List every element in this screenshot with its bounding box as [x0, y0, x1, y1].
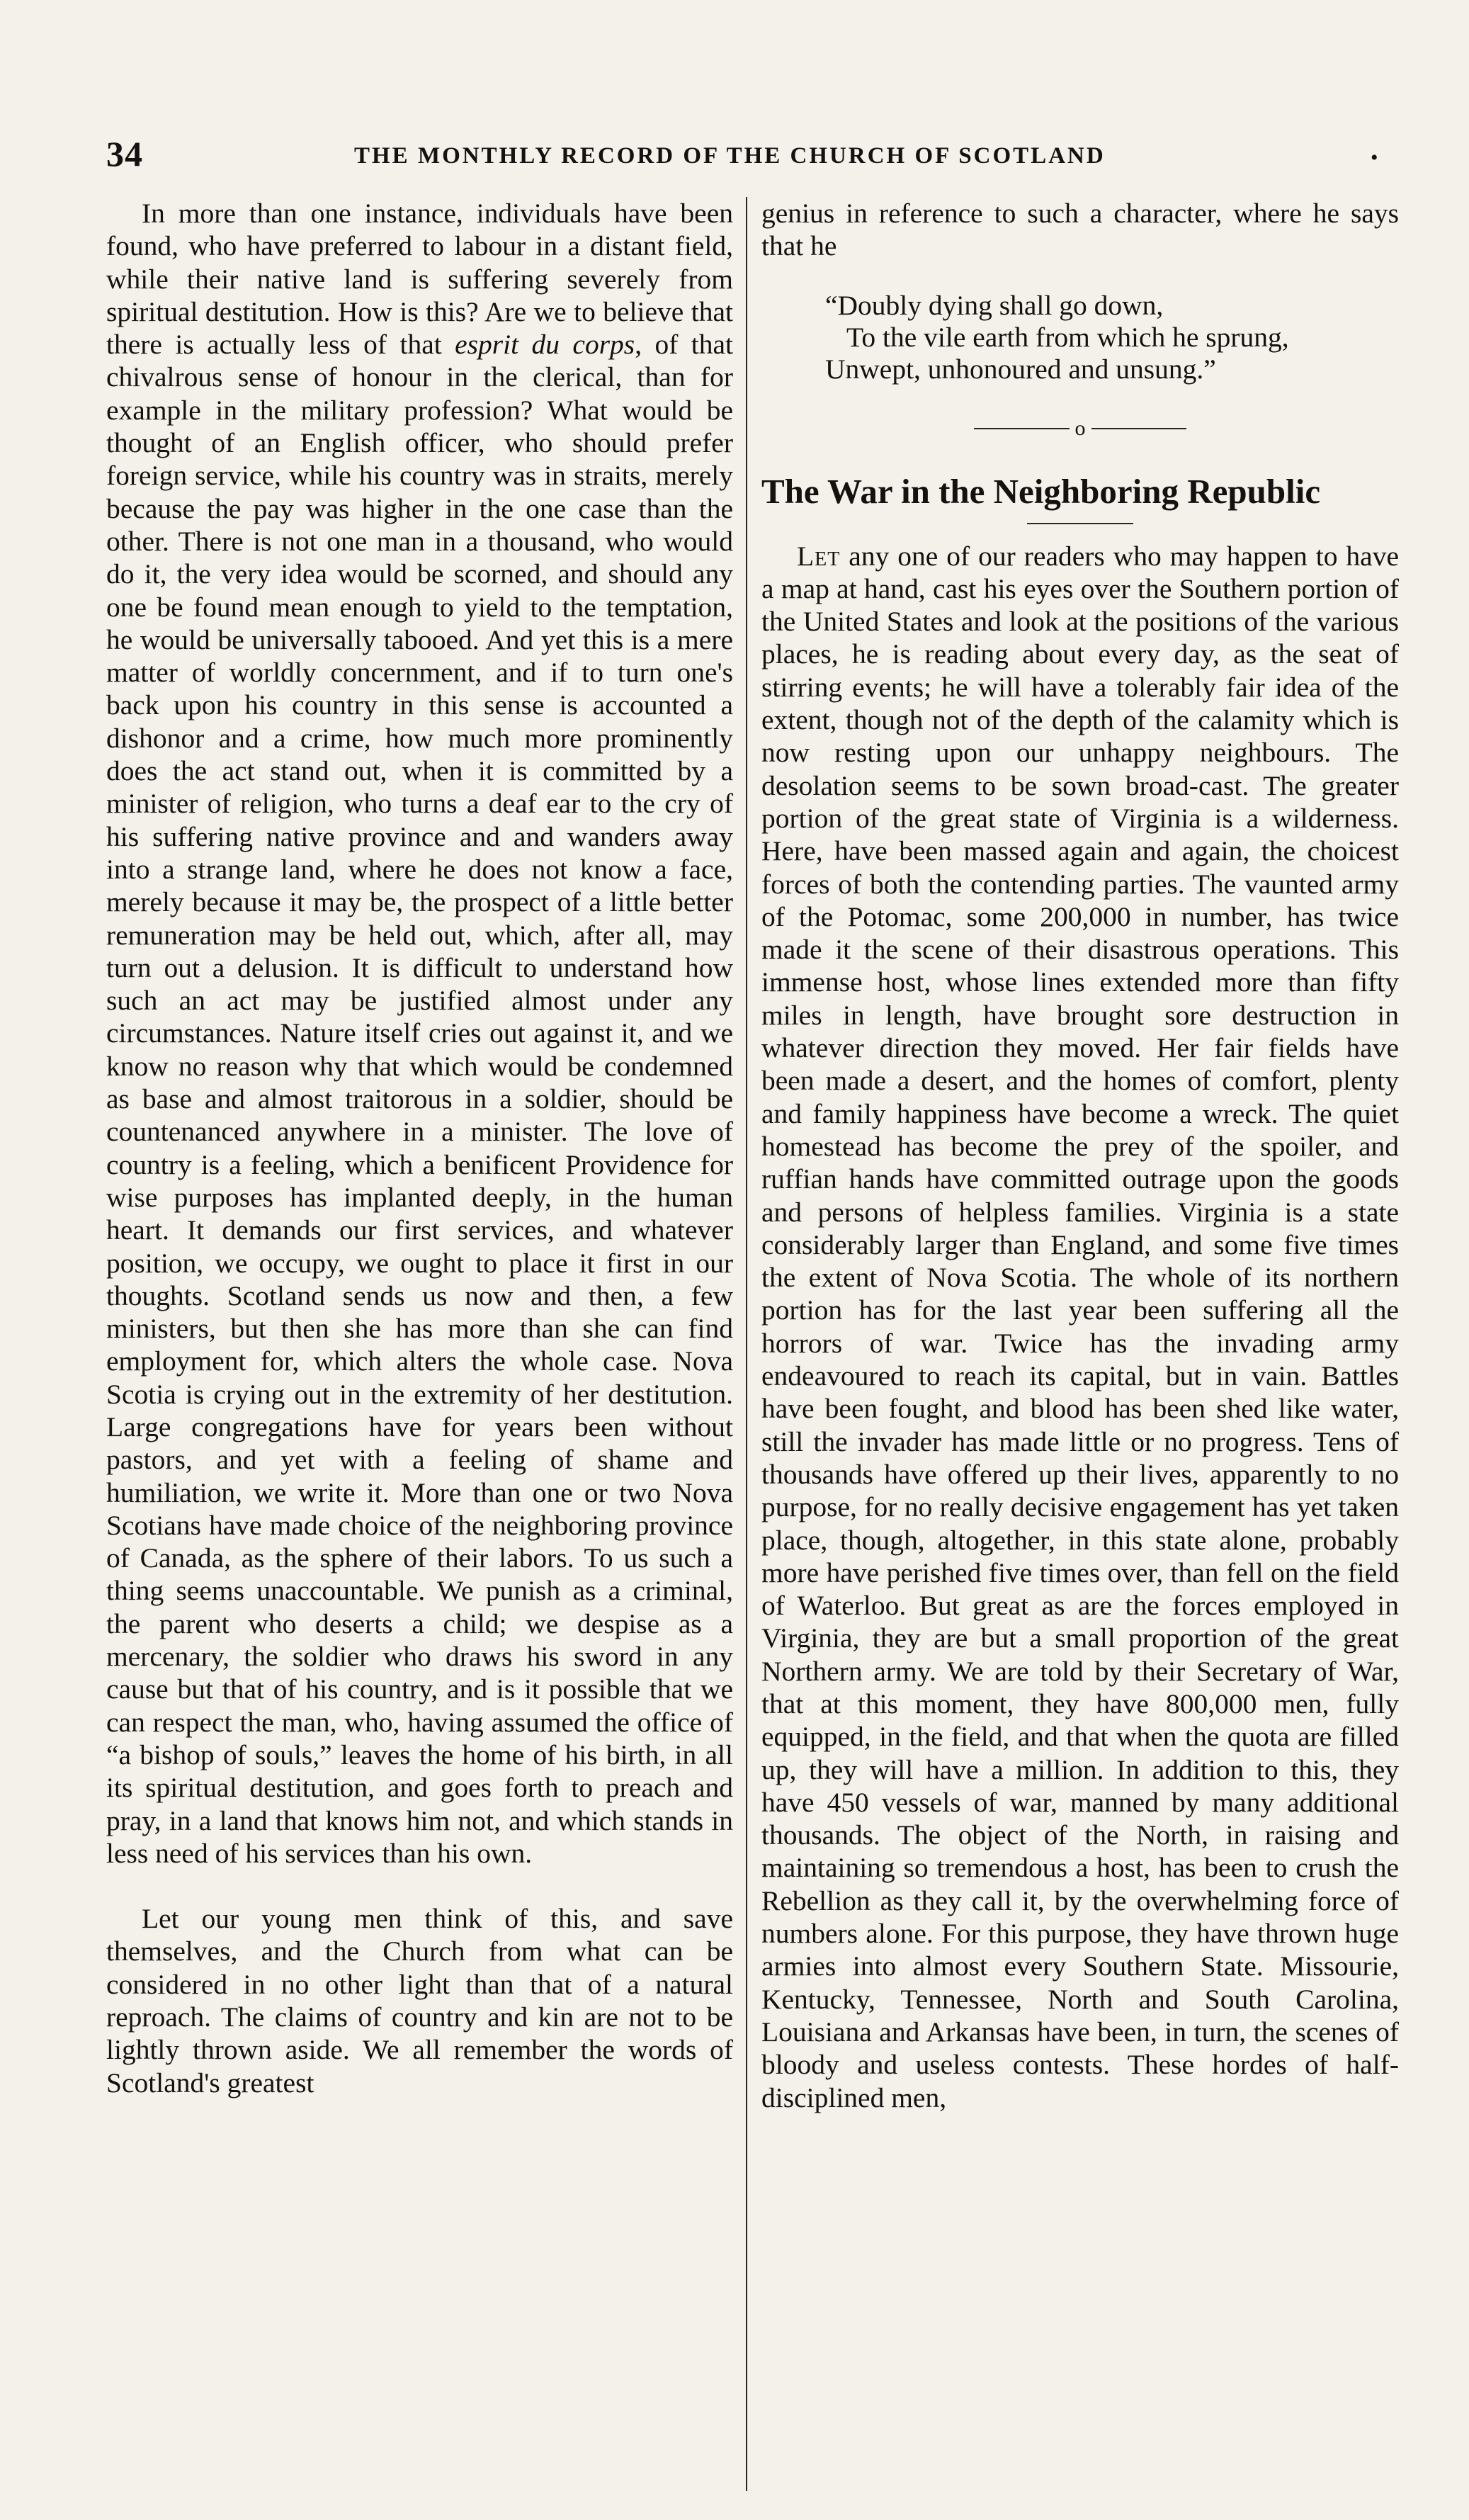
separator-rule-left	[974, 428, 1070, 429]
left-column	[106, 197, 733, 2099]
separator-glyph: o	[1074, 416, 1086, 440]
title-rule	[1027, 523, 1133, 524]
separator-rule-right	[1091, 428, 1187, 429]
left-paragraph-1	[106, 197, 733, 1870]
article-body-text: any one of our readers who may happen to have a map at hand, cast his eyes over the Southern portion of the United States and look at the positions of the various places, he is reading about every day, as the seat of stirring events; he will have a tolerably fair idea of the extent, though not of the depth of the calamity which is now resting upon our unhappy neighbours. The desolation seems to be sown broad-cast. The greater portion of the great state of Virginia is a wilderness. Here, have been massed again and again, the choicest forces of both the contending parties. The vaunted army of the Potomac, some 200,000 in number, has twice made it the scene of their disastrous operations. This immense host, whose lines extended more than fifty miles in length, have brought sore destruction in whatever direction they moved. Her fair fields have been made a desert, and the homes of comfort, plenty and family happiness have become a wreck. The quiet homestead has become the prey of the spoiler, and ruffian hands have committed outrage upon the goods and persons of helpless families. Virginia is a state considerably larger than England, and some five times the extent of Nova Scotia. The whole of its northern portion has for the last year been suffering all the horrors of war. Twice has the invading army endeavoured to reach its capital, but in vain. Battles have been fought, and blood has been shed like water, still the invader has made little or no progress. Tens of thousands have offered up their lives, apparently to no purpose, for no really decisive engagement has yet taken place, though, altogether, in this state alone, probably more have perished five times over, than fell on the field of Waterloo. But great as are the forces employed in Virginia, they are but a small proportion of the great Northern army. We are told by their Secretary of War, that at this moment, they have 800,000 men, fully equipped, in the field, and that when the quota are filled up, they will have a million. In addition to this, they have 450 vessels of war, manned by many additional thousands. The object of the North, in raising and maintaining so tremendous a host, has been to crush the Rebellion as they call it, by the overwhelming force of numbers alone. For this purpose, they have thrown huge armies into almost every Southern State. Missourie, Kentucky, Tennessee, North and South Carolina, Louisiana and Arkansas have been, in turn, the scenes of bloody and useless contests. These hordes of half-disciplined men,	[761, 540, 1399, 2113]
poem-quote	[825, 290, 1399, 385]
section-separator	[974, 418, 1186, 439]
running-title: THE MONTHLY RECORD OF THE CHURCH OF SCOTLAND	[354, 143, 1106, 169]
page-number: 34	[106, 134, 143, 174]
poem-line-3: Unwept, unhonoured and unsung.”	[825, 353, 1216, 385]
paragraph-1-emphasis: esprit du corps	[455, 329, 635, 361]
article-paragraph	[761, 540, 1399, 2114]
right-continuation: genius in reference to such a character, where he says that he	[761, 198, 1399, 262]
paragraph-1-text-start: In more than one instance, individuals have been found, who have preferred to labour in a distant field, while their native land is suffering severely from spiritual destitution. How is this? Are we to believe that there is actually less of that	[106, 198, 733, 361]
column-divider	[746, 197, 747, 2491]
article-opening-word: Let	[797, 540, 841, 572]
left-paragraph-2: Let our young men think of this, and save themselves, and the Church from what can be considered in no other light than that of a natural reproach. The claims of country and kin are not to be lightly thrown aside. We all remember the words of Scotland's greatest	[106, 1903, 733, 2098]
article-title: The War in the Neighboring Republic	[761, 471, 1321, 511]
paragraph-1-text-end: , of that chivalrous sense of honour in the clerical, than for example in the military profession? What would be thought of an English officer, who should prefer foreign service, while his country was in straits, merely because the pay was higher in the one case than the other. There is not one man in a thousand, who would do it, the very idea would be scorned, and should any one be found mean enough to yield to the temptation, he would be universally tabooed. And yet this is a mere matter of worldly concernment, and if to turn one's back upon his country in this sense is accounted a dishonor and a crime, how much more prominently does the act stand out, when it is committed by a minister of religion, who turns a deaf ear to the cry of his suffering native province and and wanders away into a strange land, where he does not know a face, merely because it may be, the prospect of a little better remuneration may be held out, which, after all, may turn out a delusion. It is difficult to understand how such an act may be justified almost under any circumstances. Nature itself cries out against it, and we know no reason why that which would be condemned as base and almost traitorous in a soldier, should be countenanced anywhere in a minister. The love of country is a feeling, which a benificent Providence for wise purposes has implanted deeply, in the human heart. It demands our first services, and whatever position, we occupy, we ought to place it first in our thoughts. Scotland sends us now and then, a few ministers, but then she has more than she can find employment for, which alters the whole case. Nova Scotia is crying out in the extremity of her destitution. Large congregations have for years been without pastors, and yet with a feeling of shame and humiliation, we write it. More than one or two Nova Scotians have made choice of the neighboring province of Canada, as the sphere of their labors. To us such a thing seems unaccountable. We punish as a criminal, the parent who deserts a child; we despise as a mercenary, the soldier who draws his sword in any cause but that of his country, and is it possible that we can respect the man, who, having assumed the office of “a bishop of souls,” leaves the home of his birth, in all its spiritual destitution, and goes forth to preach and pray, in a land that knows him not, and which stands in less need of his services than his own.	[106, 329, 734, 1869]
poem-line-2: To the vile earth from which he sprung,	[846, 321, 1289, 353]
right-column	[761, 197, 1399, 2114]
header-mark: •	[1371, 146, 1378, 169]
poem-line-1: “Doubly dying shall go down,	[825, 289, 1164, 321]
